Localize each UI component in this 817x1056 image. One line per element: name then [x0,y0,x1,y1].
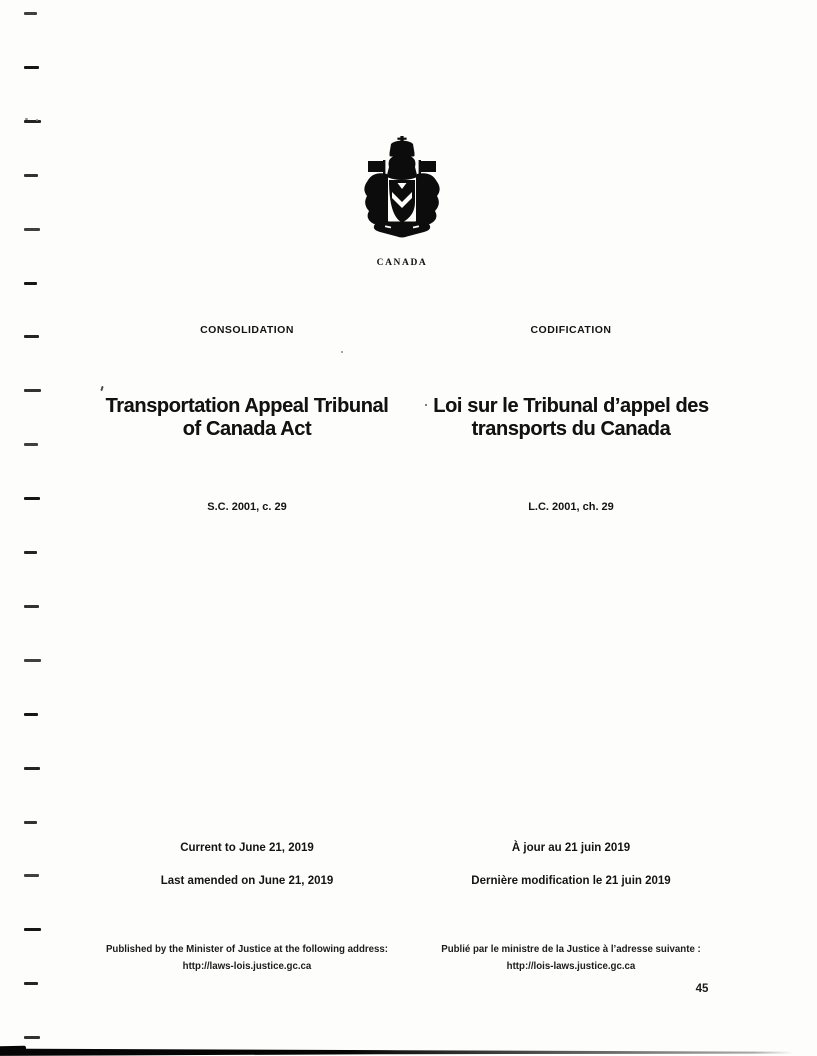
coat-of-arms-caption: CANADA [376,258,428,268]
binding-mark [24,928,41,931]
last-amended-row [85,875,733,887]
binding-mark [24,497,40,500]
binding-mark [24,174,38,177]
scan-speck [25,118,28,120]
binding-mark [24,551,37,554]
binding-mark [24,982,38,985]
section-label-en: CONSOLIDATION [200,324,294,336]
citation-fr: L.C. 2001, ch. 29 [528,501,614,513]
publisher-url-fr: http://lois-laws.justice.gc.ca [506,961,636,972]
act-title-fr-line1: Loi sur le Tribunal d’appel des [433,395,709,417]
act-title-row [85,395,733,441]
publisher-en [85,941,409,975]
binding-mark [24,335,39,338]
scan-artifact-bottom-edge [0,1048,793,1056]
canada-coat-of-arms [359,136,445,268]
binding-mark [24,12,37,15]
binding-mark [24,389,41,392]
scan-speck [100,386,103,391]
publisher-row [85,941,733,975]
publisher-line-fr: Publié par le ministre de la Justice à l’adresse suivante : [441,944,701,955]
binding-mark [24,120,41,123]
last-amended-en: Last amended on June 21, 2019 [160,875,334,887]
act-title-fr [409,395,733,441]
binding-mark [24,767,40,770]
section-label-fr: CODIFICATION [530,324,612,336]
act-title-en-line1: Transportation Appeal Tribunal [105,395,389,417]
act-title-fr-line2: transports du Canada [471,418,671,440]
publisher-line-en: Published by the Minister of Justice at the following address: [105,944,389,955]
binding-mark [24,66,39,69]
publisher-fr [409,941,733,975]
citation-row [85,501,733,513]
binding-mark [24,228,40,231]
scan-speck [36,119,38,121]
binding-mark [24,443,38,446]
current-to-row [85,842,733,854]
binding-mark [24,1036,40,1039]
binding-mark [24,659,41,662]
binding-mark [24,605,39,608]
section-label-row [85,324,733,336]
scan-speck [341,351,343,353]
current-to-en: Current to June 21, 2019 [180,842,314,854]
act-title-en-line2: of Canada Act [182,418,312,440]
page-number: 45 [695,983,709,995]
coat-of-arms-image [361,136,443,240]
binding-mark [24,874,39,877]
act-title-en [85,395,409,441]
binding-mark [24,713,38,716]
publisher-url-en: http://laws-lois.justice.gc.ca [182,961,312,972]
last-amended-fr: Dernière modification le 21 juin 2019 [471,875,671,887]
citation-en: S.C. 2001, c. 29 [207,501,287,513]
current-to-fr: À jour au 21 juin 2019 [511,842,631,854]
binding-mark [24,821,37,824]
binding-mark [24,282,37,285]
